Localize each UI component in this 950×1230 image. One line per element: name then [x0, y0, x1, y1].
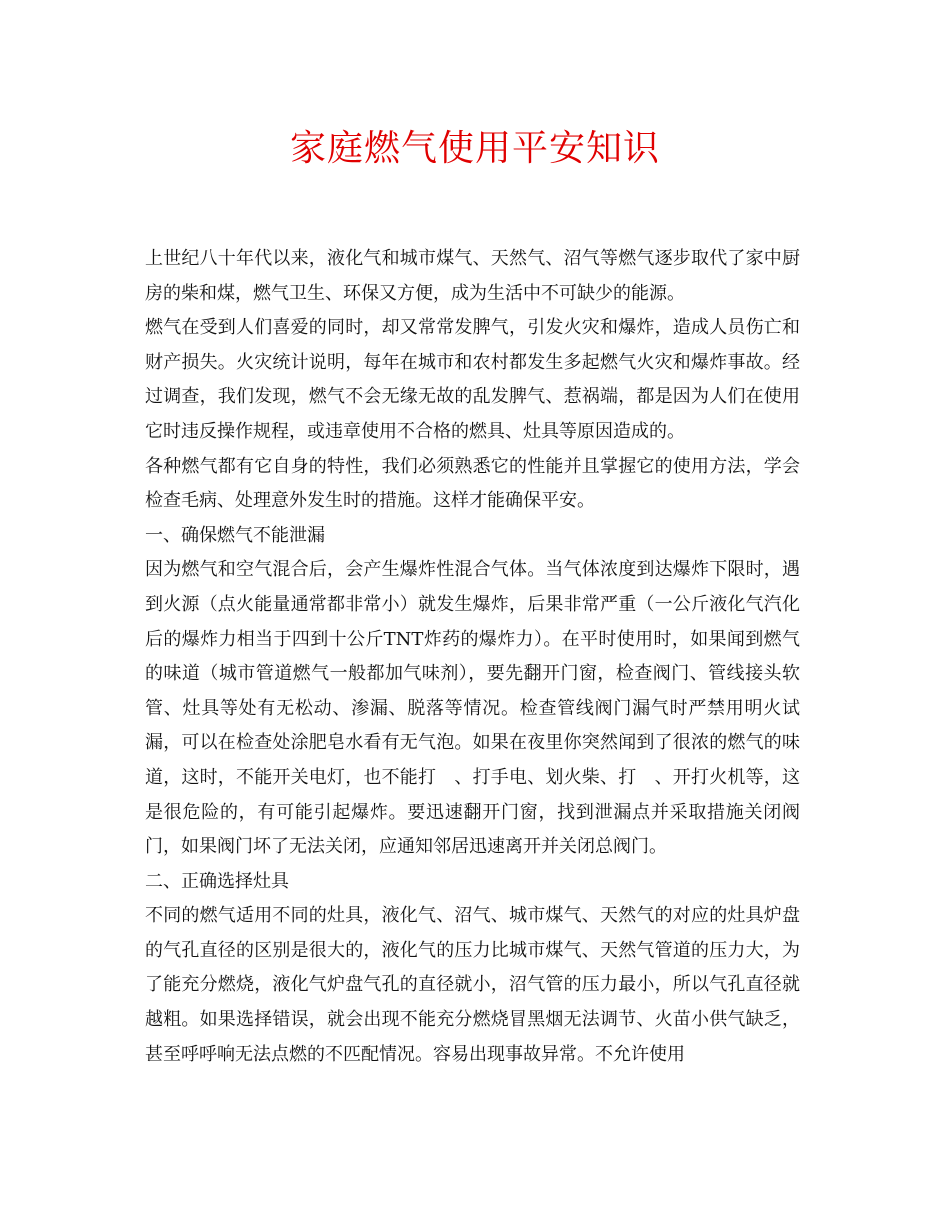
section-heading-no-leak: 一、确保燃气不能泄漏 — [145, 524, 325, 546]
paragraph-leak-prevention: 因为燃气和空气混合后，会产生爆炸性混合气体。当气体浓度到达爆炸下限时，遇到火源（点火能量通常都非常小）就发生爆炸，后果非常严重（一公斤液化气汽化后的爆炸力相当于四到十公斤TNT炸药的爆炸力）。在平时使用时，如果闻到燃气的味道（城市管道燃气一般都加气味剂），要先翻开门窗，检查阀门、管线接头软管、灶具等处有无松动、渗漏、脱落等情况。检查管线阀门漏气时严禁用明火试漏，可以在检查处涂肥皂水看有无气泡。如果在夜里你突然闻到了很浓的燃气的味道，这时，不能开关电灯，也不能打 、打手电、划火柴、打 、开打火机等，这是很危险的，有可能引起爆炸。要迅速翻开门窗，找到泄漏点并采取措施关闭阀门，如果阀门坏了无法关闭，应通知邻居迅速离开并关闭总阀门。 — [145, 559, 800, 858]
section-heading-stove-choice: 二、正确选择灶具 — [145, 870, 289, 892]
document-body — [145, 242, 800, 1072]
paragraph-stove-choice: 不同的燃气适用不同的灶具，液化气、沼气、城市煤气、天然气的对应的灶具炉盘的气孔直径的区别是很大的，液化气的压力比城市煤气、天然气管道的压力大，为了能充分燃烧，液化气炉盘气孔的直径就小，沼气管的压力最小，所以气孔直径就越粗。如果选择错误，就会出现不能充分燃烧冒黑烟无法调节、火苗小供气缺乏，甚至呼呼响无法点燃的不匹配情况。容易出现事故异常。不允许使用 — [145, 905, 800, 1065]
paragraph-hazards: 燃气在受到人们喜爱的同时，却又常常发脾气，引发火灾和爆炸，造成人员伤亡和财产损失。火灾统计说明，每年在城市和农村都发生多起燃气火灾和爆炸事故。经过调查，我们发现，燃气不会无缘无故的乱发脾气、惹祸端，都是因为人们在使用它时违反操作规程，或违章使用不合格的燃具、灶具等原因造成的。 — [145, 317, 800, 442]
document-title: 家庭燃气使用平安知识 — [289, 128, 660, 169]
paragraph-characteristics: 各种燃气都有它自身的特性，我们必须熟悉它的性能并且掌握它的使用方法，学会检查毛病、处理意外发生时的措施。这样才能确保平安。 — [145, 455, 800, 512]
paragraph-intro: 上世纪八十年代以来，液化气和城市煤气、天然气、沼气等燃气逐步取代了家中厨房的柴和煤，燃气卫生、环保又方便，成为生活中不可缺少的能源。 — [145, 248, 800, 304]
